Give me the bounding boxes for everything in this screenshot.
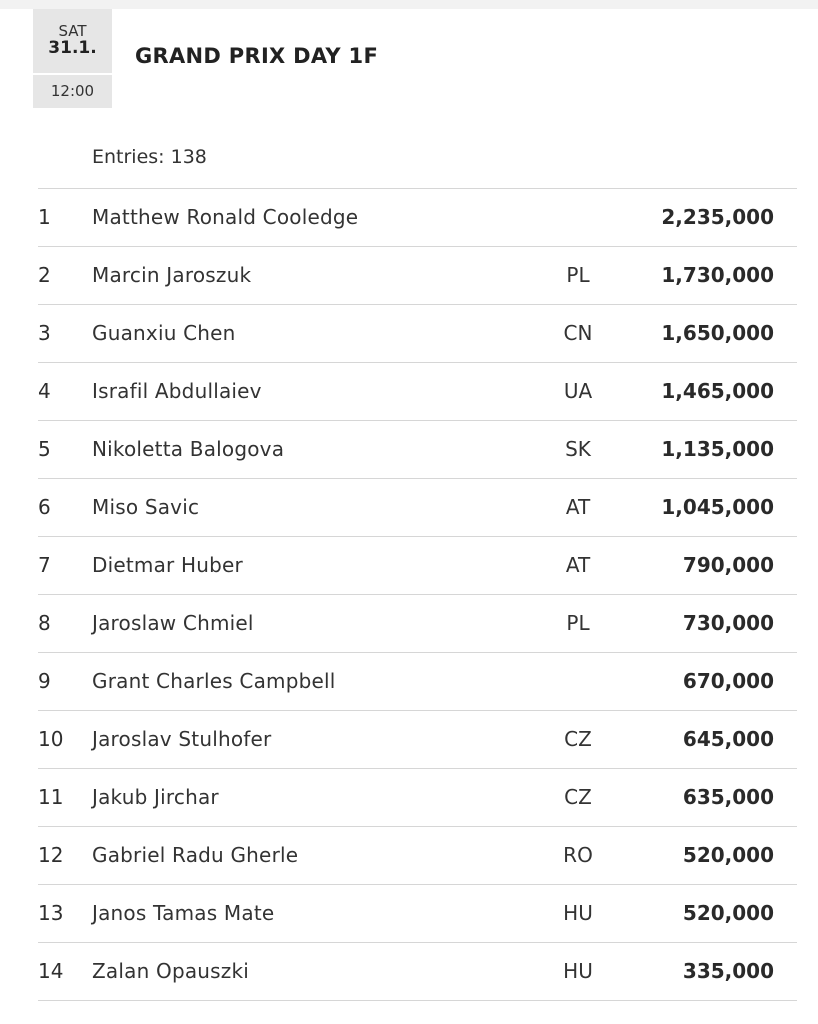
result-row — [38, 363, 797, 421]
prize-amount: 1,135,000 — [661, 437, 774, 461]
prize-amount: 635,000 — [682, 785, 774, 809]
player-country: PL — [566, 263, 590, 287]
player-country: HU — [563, 901, 593, 925]
prize-amount: 645,000 — [682, 727, 774, 751]
result-rank: 12 — [38, 843, 64, 867]
result-row — [38, 827, 797, 885]
player-country: CN — [563, 321, 593, 345]
result-rank: 10 — [38, 727, 64, 751]
player-country: RO — [563, 843, 593, 867]
prize-amount: 670,000 — [682, 669, 774, 693]
event-date-badge — [33, 9, 112, 73]
event-time: 12:00 — [33, 75, 112, 108]
result-rank: 14 — [38, 959, 64, 983]
result-rank: 1 — [38, 205, 51, 229]
player-name: Gabriel Radu Gherle — [92, 843, 299, 867]
prize-amount: 1,730,000 — [661, 263, 774, 287]
player-name: Dietmar Huber — [92, 553, 243, 577]
prize-amount: 520,000 — [682, 843, 774, 867]
result-rank: 3 — [38, 321, 51, 345]
result-row — [38, 247, 797, 305]
player-name: Jakub Jirchar — [92, 785, 219, 809]
player-name: Jaroslav Stulhofer — [92, 727, 272, 751]
prize-amount: 1,465,000 — [661, 379, 774, 403]
result-row — [38, 189, 797, 247]
player-country: CZ — [564, 727, 592, 751]
result-rank: 9 — [38, 669, 51, 693]
result-row — [38, 479, 797, 537]
player-country: SK — [565, 437, 591, 461]
entries-count: Entries: 138 — [92, 146, 207, 168]
prize-amount: 335,000 — [682, 959, 774, 983]
player-country: AT — [565, 495, 591, 519]
event-title: GRAND PRIX DAY 1F — [135, 44, 379, 68]
result-rank: 7 — [38, 553, 51, 577]
player-name: Grant Charles Campbell — [92, 669, 336, 693]
result-rank: 4 — [38, 379, 51, 403]
player-name: Zalan Opauszki — [92, 959, 250, 983]
result-rank: 13 — [38, 901, 64, 925]
player-name: Guanxiu Chen — [92, 321, 236, 345]
player-country: AT — [565, 553, 591, 577]
prize-amount: 2,235,000 — [661, 205, 774, 229]
prize-amount: 520,000 — [682, 901, 774, 925]
player-country: CZ — [564, 785, 592, 809]
player-name: Marcin Jaroszuk — [92, 263, 252, 287]
prize-amount: 1,045,000 — [661, 495, 774, 519]
event-date: 31.1. — [48, 38, 97, 58]
player-name: Matthew Ronald Cooledge — [92, 205, 359, 229]
result-row — [38, 769, 797, 827]
result-row — [38, 421, 797, 479]
player-country: HU — [563, 959, 593, 983]
player-name: Janos Tamas Mate — [92, 901, 275, 925]
result-row — [38, 537, 797, 595]
prize-amount: 730,000 — [682, 611, 774, 635]
result-rank: 8 — [38, 611, 51, 635]
result-row — [38, 305, 797, 363]
player-name: Jaroslaw Chmiel — [92, 611, 254, 635]
results-table — [38, 188, 797, 1001]
result-rank: 6 — [38, 495, 51, 519]
player-country: PL — [566, 611, 590, 635]
result-row — [38, 885, 797, 943]
prize-amount: 1,650,000 — [661, 321, 774, 345]
result-rank: 5 — [38, 437, 51, 461]
player-name: Miso Savic — [92, 495, 200, 519]
player-name: Israfil Abdullaiev — [92, 379, 262, 403]
player-country: UA — [563, 379, 593, 403]
result-rank: 2 — [38, 263, 51, 287]
prize-amount: 790,000 — [682, 553, 774, 577]
result-row — [38, 653, 797, 711]
top-divider-strip — [0, 0, 818, 9]
result-row — [38, 595, 797, 653]
result-rank: 11 — [38, 785, 64, 809]
player-name: Nikoletta Balogova — [92, 437, 285, 461]
result-row — [38, 711, 797, 769]
result-row — [38, 943, 797, 1001]
event-day: SAT — [58, 22, 87, 40]
